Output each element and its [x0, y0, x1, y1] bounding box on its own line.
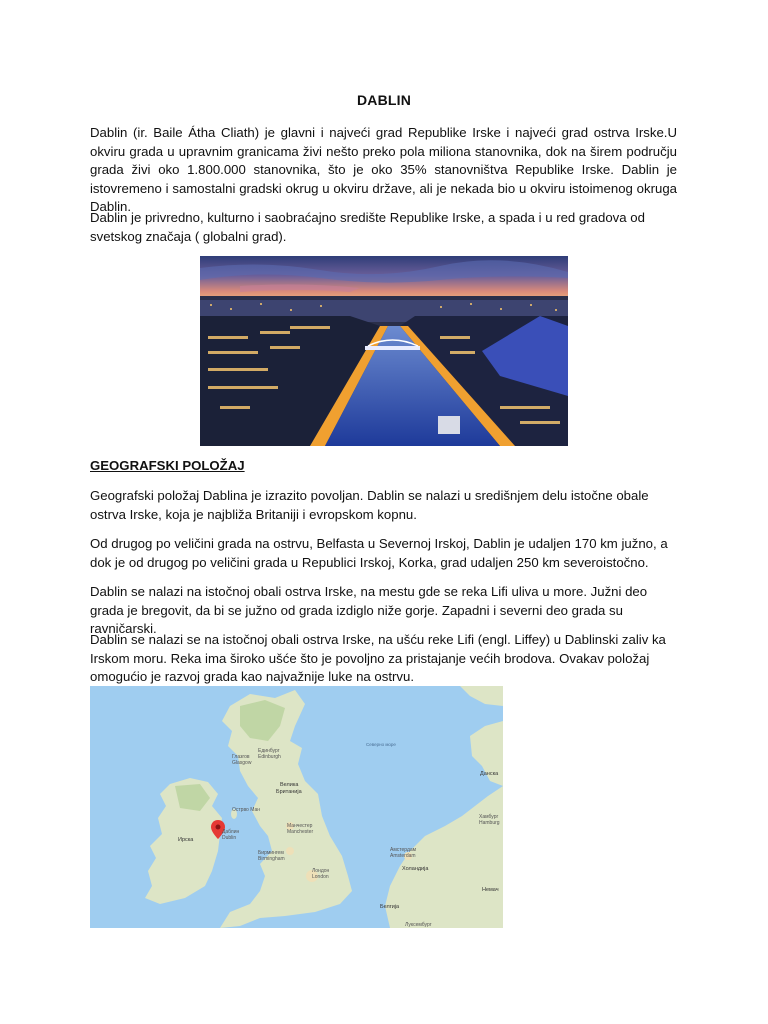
- section-paragraph-3: Dablin se nalazi na istočnoj obali ostrva Irske, na mestu gde se reka Lifi uliva u more. Južni deo grada je bregovit, da bi se južno od grada izdiglo niže gorje. Zapadni i severni deo grada su ravničarski.: [90, 584, 648, 637]
- map-label-britain-2: Британија: [276, 789, 302, 795]
- map-label-denmark: Данска: [480, 771, 499, 777]
- map-label-glasgow: Глазгов: [232, 754, 250, 760]
- map-label-glasgow-lat: Glasgow: [232, 760, 252, 766]
- map-label-manchester: Манчестер: [287, 823, 313, 829]
- map-label-manchester-lat: Manchester: [287, 829, 314, 835]
- map-label-amsterdam: Амстердам: [390, 847, 417, 853]
- map-label-luxembourg: Луксембург: [405, 922, 432, 928]
- map-label-birmingham-lat: Birmingham: [258, 856, 285, 862]
- map-label-germany: Немач: [482, 887, 499, 893]
- map-label-isle-of-man: Острво Ман: [232, 807, 260, 813]
- birmingham-urban: [286, 847, 294, 855]
- map-label-belgium: Белгија: [380, 904, 400, 910]
- map-label-netherlands: Холандија: [402, 866, 429, 872]
- map-label-edinburgh: Единбург: [258, 748, 280, 754]
- page-title: DABLIN: [356, 92, 412, 108]
- section-paragraph-1: Geografski položaj Dablina je izrazito povoljan. Dablin se nalazi u središnjem delu istočne obale ostrva Irske, koja je najbliža Britaniji i evropskom kopnu.: [90, 488, 649, 522]
- section-paragraph-4: Dablin se nalazi se na istočnoj obali ostrva Irske, na ušću reke Lifi (engl. Liffey) u Dablinski zaliv ka Irskom moru. Reka ima široko ušće što je povoljno za pristajanje većih brodova. Ovakav položaj omogućio je razvoj grada kao najvažnije luke na ostrvu.: [90, 632, 666, 685]
- british-isles-map: [90, 686, 503, 928]
- map-label-britain: Велика: [280, 782, 299, 788]
- map-label-hamburg-lat: Hamburg: [479, 820, 500, 826]
- section-paragraph-2: Od drugog po veličini grada na ostrvu, Belfasta u Severnoj Irskoj, Dablin je udaljen 170 km južno, a dok je od drugog po veličini grada u Republici Irskoj, Korka, grad udaljen 250 km severoistočno.: [90, 536, 668, 570]
- map-label-london-lat: London: [312, 874, 329, 880]
- intro-paragraph-1: Dablin (ir. Baile Átha Cliath) je glavni i najveći grad Republike Irske i najveći grad ostrva Irske.U okviru grada u upravnim granicama živi nešto preko pola miliona stanovnika, dok na širem području grada živi oko 1.800.000 stanovnika, što je oko 35% stanovništva Republike Irske. Dablin je istovremeno i samostalni gradski okrug u okviru države, ali je nekada bio u okviru istoimenog okruga Dablin.: [90, 125, 677, 215]
- map-label-ireland: Ирска: [178, 837, 194, 843]
- map-label-sea: Северно море: [366, 742, 396, 747]
- map-label-birmingham: Бирмингем: [258, 850, 284, 856]
- map-label-edinburgh-lat: Edinburgh: [258, 754, 281, 760]
- map-label-amsterdam-lat: Amsterdam: [390, 853, 416, 859]
- map-label-dublin-lat: Dublin: [222, 835, 237, 841]
- dublin-city-photo: [200, 256, 568, 446]
- section-heading: GEOGRAFSKI POLOŽAJ: [90, 458, 245, 473]
- map-label-hamburg: Хамбург: [479, 814, 499, 820]
- intro-paragraph-2: Dablin je privredno, kulturno i saobraćajno središte Republike Irske, a spada i u red gradova od svetskog značaja ( globalni grad).: [90, 210, 645, 244]
- map-label-dublin: Даблин: [222, 829, 240, 835]
- map-label-london: Лондон: [312, 868, 330, 874]
